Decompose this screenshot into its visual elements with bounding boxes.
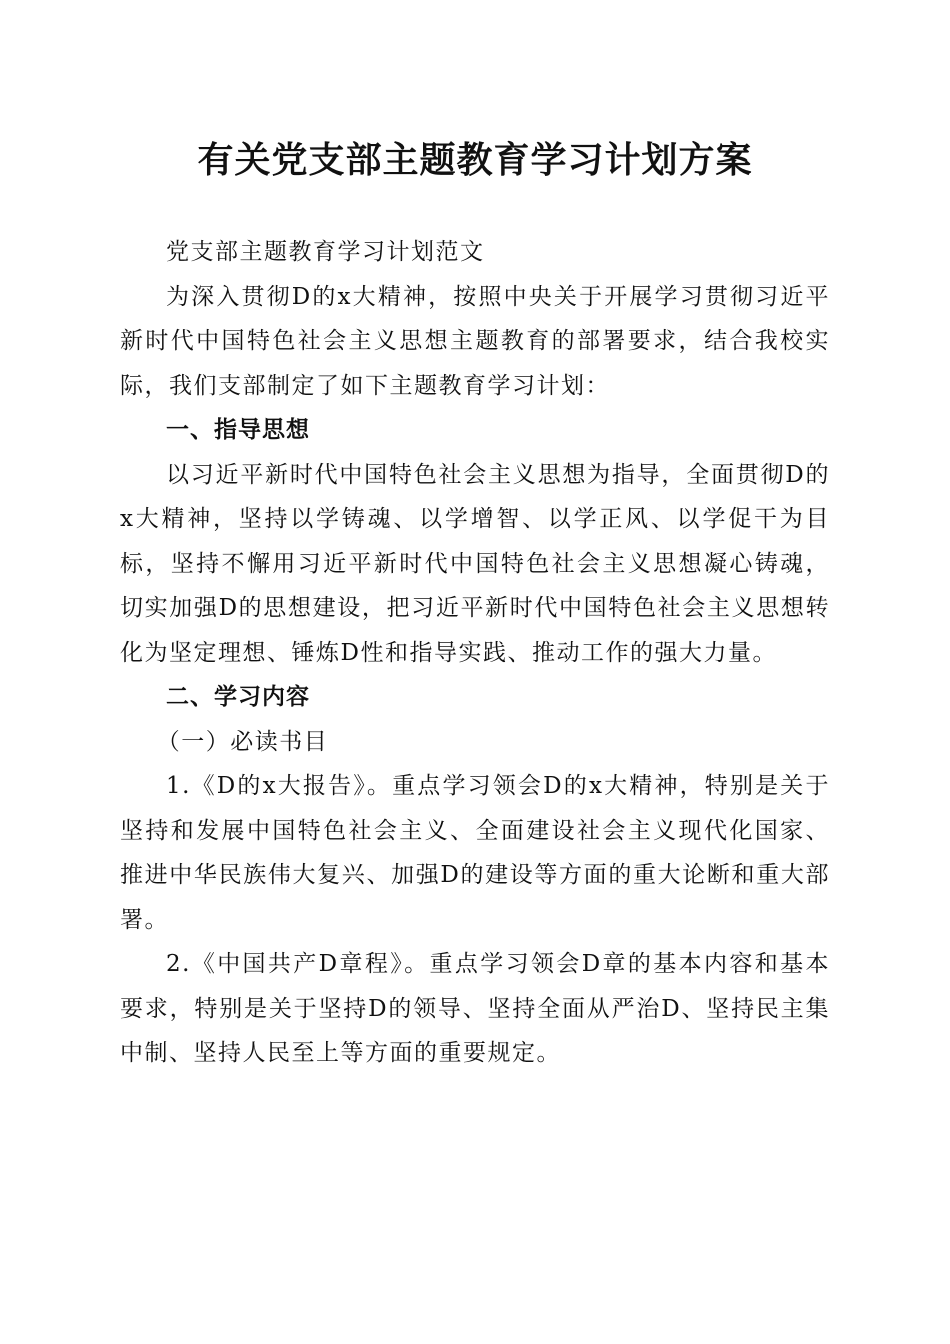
intro-paragraph: 为深入贯彻D的x大精神，按照中央关于开展学习贯彻习近平新时代中国特色社会主义思想主题教育的部署要求，结合我校实际，我们支部制定了如下主题教育学习计划：	[120, 283, 830, 399]
reading-item: 2.《中国共产D章程》。重点学习领会D章的基本内容和基本要求，特别是关于坚持D的领导、坚持全面从严治D、坚持民主集中制、坚持人民至上等方面的重要规定。	[120, 951, 830, 1066]
document-body	[120, 230, 830, 1076]
subsection-heading-required-reading: （一）必读书目	[156, 728, 329, 755]
guiding-ideology-paragraph: 以习近平新时代中国特色社会主义思想为指导，全面贯彻D的x大精神，坚持以学铸魂、以学增智、以学正风、以学促干为目标，坚持不懈用习近平新时代中国特色社会主义思想凝心铸魂，切实加强D的思想建设，把习近平新时代中国特色社会主义思想转化为坚定理想、锤炼D性和指导实践、推动工作的强大力量。	[120, 461, 830, 666]
document-subtitle: 党支部主题教育学习计划范文	[166, 239, 485, 265]
document-title: 有关党支部主题教育学习计划方案	[197, 139, 753, 181]
reading-item: 1.《D的x大报告》。重点学习领会D的x大精神，特别是关于坚持和发展中国特色社会主义、全面建设社会主义现代化国家、推进中华民族伟大复兴、加强D的建设等方面的重大论断和重大部署。	[120, 773, 830, 933]
section-heading-study-content: 二、学习内容	[166, 684, 310, 710]
section-heading-guiding-ideology: 一、指导思想	[166, 417, 310, 443]
